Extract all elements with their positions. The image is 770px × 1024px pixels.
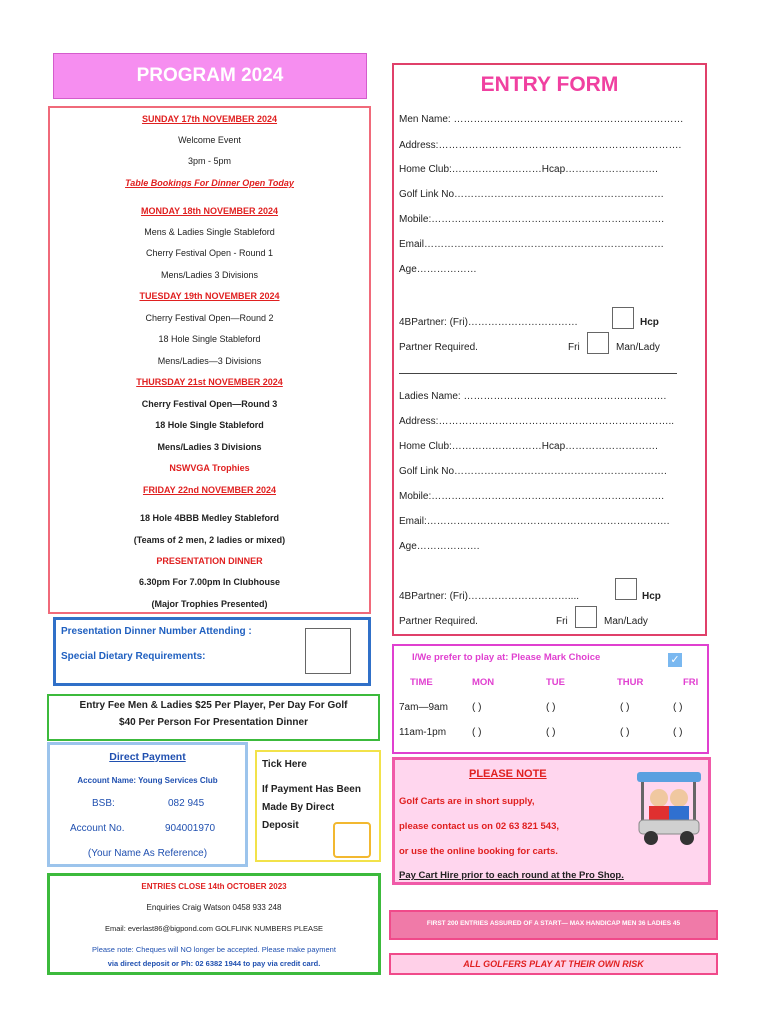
ladies-partner-field[interactable]: 4BPartner: (Fri)…………………………....	[399, 591, 580, 602]
ladies-home-club-field[interactable]: Home Club:………………………Hcap……………………….	[399, 441, 658, 452]
header-mon: MON	[472, 677, 495, 688]
account-number-value: 904001970	[165, 823, 216, 834]
choice-thur-2[interactable]: ( )	[620, 727, 630, 738]
cheques-note-2: via direct deposit or Ph: 02 6382 1944 to pay via credit card.	[107, 959, 321, 968]
risk-banner	[389, 953, 718, 975]
ladies-name-field[interactable]: Ladies Name: …………………………………………………….	[399, 391, 667, 402]
row-time-1: 7am—9am	[399, 702, 448, 713]
enquiries: Enquiries Craig Watson 0458 933 248	[146, 903, 282, 912]
program-line: (Teams of 2 men, 2 ladies or mixed)	[133, 535, 286, 545]
program-line: PRESENTATION DINNER	[156, 556, 263, 566]
ladies-hcp-label: Hcp	[642, 591, 661, 602]
choice-mon-2[interactable]: ( )	[472, 727, 482, 738]
program-line: TUESDAY 19th NOVEMBER 2024	[139, 291, 280, 301]
program-line: 6.30pm For 7.00pm In Clubhouse	[138, 577, 281, 587]
tick-line-2: Made By Direct	[262, 802, 335, 813]
tick-here-box	[255, 750, 381, 862]
ladies-man-lady-label: Man/Lady	[604, 616, 648, 627]
program-line: Welcome Event	[178, 135, 241, 145]
payment-reference: (Your Name As Reference)	[87, 848, 208, 859]
fee-line-1: Entry Fee Men & Ladies $25 Per Player, Per Day For Golf	[79, 700, 348, 711]
account-name: Account Name: Young Services Club	[77, 776, 218, 785]
first-200-banner	[389, 910, 718, 940]
men-man-lady-label: Man/Lady	[616, 342, 660, 353]
dinner-number-box[interactable]	[305, 628, 351, 674]
check-icon: ✓	[668, 653, 682, 667]
program-line: SUNDAY 17th NOVEMBER 2024	[141, 114, 278, 124]
program-line: THURSDAY 21st NOVEMBER 2024	[136, 377, 283, 387]
header-time: TIME	[410, 677, 433, 688]
men-home-club-field[interactable]: Home Club:………………………Hcap……………………….	[399, 164, 658, 175]
program-line: Mens/Ladies 3 Divisions	[160, 270, 259, 280]
note-line-2: please contact us on 02 63 821 543,	[399, 821, 560, 832]
men-mobile-field[interactable]: Mobile:…………………………………………………………….	[399, 214, 665, 225]
prefer-label: I/We prefer to play at: Please Mark Choice	[412, 652, 601, 663]
risk-text: ALL GOLFERS PLAY AT THEIR OWN RISK	[463, 959, 644, 969]
men-address-field[interactable]: Address:……………………………………………………………….	[399, 140, 682, 151]
program-box	[48, 106, 371, 614]
fee-line-2: $40 Per Person For Presentation Dinner	[119, 717, 308, 728]
program-line: Mens & Ladies Single Stableford	[144, 227, 275, 237]
choice-tue-2[interactable]: ( )	[546, 727, 556, 738]
program-line: 18 Hole Single Stableford	[155, 420, 264, 430]
tick-line-3: Deposit	[262, 820, 299, 831]
program-line: MONDAY 18th NOVEMBER 2024	[140, 206, 279, 216]
first-200-text: FIRST 200 ENTRIES ASSURED OF A START— MAX HANDICAP MEN 36 LADIES 45	[426, 920, 681, 927]
entry-fee-box	[47, 694, 380, 741]
program-line: 18 Hole Single Stableford	[158, 334, 261, 344]
program-line: 3pm - 5pm	[187, 156, 231, 166]
note-title: PLEASE NOTE	[469, 768, 547, 780]
men-hcp-label: Hcp	[640, 317, 659, 328]
program-line: Cherry Festival Open—Round 2	[145, 313, 274, 323]
direct-payment-box	[47, 742, 248, 867]
ladies-fri-checkbox[interactable]	[575, 606, 597, 628]
men-partner-field[interactable]: 4BPartner: (Fri)……………………………	[399, 317, 578, 328]
ladies-email-field[interactable]: Email:……………………………………………………………….	[399, 516, 670, 527]
ladies-hcp-checkbox[interactable]	[615, 578, 637, 600]
entry-form	[392, 63, 707, 636]
email-contact: Email: everlast86@bigpond.com GOLFLINK NUMBERS PLEASE	[104, 924, 324, 933]
men-age-field[interactable]: Age………………	[399, 264, 477, 275]
dinner-attending-label: Presentation Dinner Number Attending :	[61, 626, 252, 637]
payment-title: Direct Payment	[109, 751, 186, 763]
ladies-address-field[interactable]: Address:……………………………………………………………..	[399, 416, 675, 427]
choice-fri-1[interactable]: ( )	[673, 702, 683, 713]
program-line: Mens/Ladies—3 Divisions	[157, 356, 262, 366]
divider	[399, 373, 677, 374]
close-title: ENTRIES CLOSE 14th OCTOBER 2023	[141, 882, 287, 891]
cart-hire-note: Pay Cart Hire prior to each round at the Pro Shop.	[399, 870, 624, 881]
tick-line-1: If Payment Has Been	[262, 784, 361, 795]
bsb-value: 082 945	[168, 798, 205, 809]
ladies-age-field[interactable]: Age……………….	[399, 541, 480, 552]
program-line: (Major Trophies Presented)	[151, 599, 268, 609]
choice-tue-1[interactable]: ( )	[546, 702, 556, 713]
choice-mon-1[interactable]: ( )	[472, 702, 482, 713]
ladies-fri-label: Fri	[556, 616, 568, 627]
play-choice-box	[392, 644, 709, 754]
bsb-label: BSB:	[92, 798, 115, 809]
program-line: NSWVGA Trophies	[169, 463, 250, 473]
note-line-3: or use the online booking for carts.	[399, 846, 558, 857]
account-number-label: Account No.	[70, 823, 125, 834]
men-hcp-checkbox[interactable]	[612, 307, 634, 329]
men-golf-link-field[interactable]: Golf Link No………………………………………………………	[399, 189, 665, 200]
program-line: Cherry Festival Open - Round 1	[145, 248, 274, 258]
men-email-field[interactable]: Email………………………………………………………………	[399, 239, 665, 250]
program-title: PROGRAM 2024	[53, 53, 367, 99]
entries-close-box	[47, 873, 381, 975]
program-line: 18 Hole 4BBB Medley Stableford	[139, 513, 280, 523]
golf-cart-icon	[631, 768, 707, 850]
please-note-box	[392, 757, 711, 885]
header-thur: THUR	[617, 677, 644, 688]
men-fri-label: Fri	[568, 342, 580, 353]
note-line-1: Golf Carts are in short supply,	[399, 796, 535, 807]
entry-form-title: ENTRY FORM	[480, 73, 619, 96]
men-name-field[interactable]: Men Name: ……………………………………………………………	[399, 114, 684, 125]
program-line: Cherry Festival Open—Round 3	[141, 399, 278, 409]
ladies-golf-link-field[interactable]: Golf Link No……………………………………………………….	[399, 466, 667, 477]
tick-title: Tick Here	[262, 759, 307, 770]
men-partner-required: Partner Required.	[399, 342, 478, 353]
row-time-2: 11am-1pm	[399, 727, 447, 738]
ladies-mobile-field[interactable]: Mobile:…………………………………………………………….	[399, 491, 665, 502]
header-fri: FRI	[683, 677, 699, 688]
cheques-note-1: Please note: Cheques will NO longer be accepted. Please make payment	[92, 945, 336, 954]
program-line: FRIDAY 22nd NOVEMBER 2024	[142, 485, 277, 495]
program-line: Mens/Ladies 3 Divisions	[157, 442, 262, 452]
choice-thur-1[interactable]: ( )	[620, 702, 630, 713]
ladies-partner-required: Partner Required.	[399, 616, 478, 627]
program-line: Table Bookings For Dinner Open Today	[125, 178, 294, 188]
dietary-label: Special Dietary Requirements:	[61, 651, 206, 662]
payment-tick-box[interactable]	[333, 822, 371, 858]
men-fri-checkbox[interactable]	[587, 332, 609, 354]
choice-fri-2[interactable]: ( )	[673, 727, 683, 738]
dinner-box	[53, 617, 371, 686]
header-tue: TUE	[546, 677, 565, 688]
